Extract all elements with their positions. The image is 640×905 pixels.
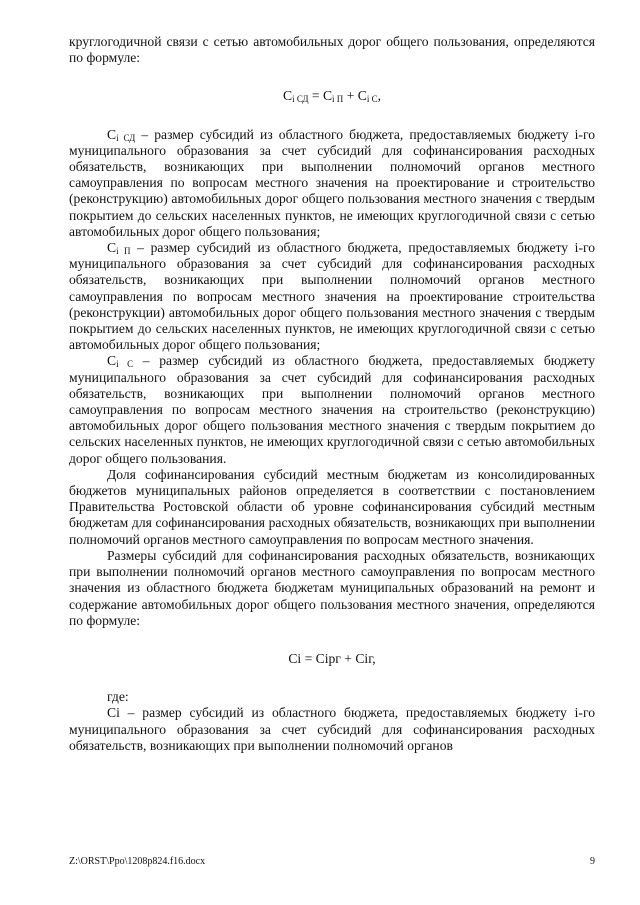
formula-subsidy-repair: Ci = Ciрг + Ciг, (288, 650, 376, 666)
definition-c-sd: $C_{i СД}$ – размер субсидий из областного бюджета, предоставляемых бюджету i-го муниципального образования за счет субсидий для софинансирования расходных обязательств, возникающих при выполнении полномочий органов местного самоуправления по вопросам местного значения на проектирование и строительство (реконструкцию) автомобильных дорог общего пользования местного значения с твердым покрытием до сельских населенных пунктов, не имеющих круглогодичной связи с сетью автомобильных дорог общего пользования; (69, 126, 595, 239)
subsidy-sizes-paragraph: Размеры субсидий для софинансирования расходных обязательств, возникающих при выполнении полномочий органов местного самоуправления по вопросам местного значения из областного бюджета бюджетам муниципальных образований на ремонт и содержание автомобильных дорог общего пользования местного значения, определяются по формуле: (69, 547, 595, 628)
where-label: где: (107, 689, 129, 705)
file-path: Z:\ORST\Ppo\1208p824.f16.docx (69, 856, 206, 867)
definition-ci: Ci – размер субсидий из областного бюджета, предоставляемых бюджету i-го муниципального образования за счет субсидий для софинансирования расходных обязательств, возникающих при выполнении полномочий органов (69, 705, 595, 753)
page-number: 9 (590, 856, 595, 867)
cofinancing-share-paragraph: Доля софинансирования субсидий местным бюджетам из консолидированных бюджетов муниципальных районов определяется в соответствии с постановлением Правительства Ростовской области об уровне софинансирования субсидий местным бюджетам для софинансирования расходных обязательств, возникающих при выполнении полномочий органов местного самоуправления по вопросам местного значения. (69, 466, 595, 547)
formula-subsidy-total: $C_{i СД} = C_{i П} + C_{i С}$, (282, 88, 381, 105)
document-body (69, 34, 595, 754)
definition-c-s: $C_{i С}$ – размер субсидий из областного бюджета, предоставляемых бюджету муниципального образования за счет субсидий для софинансирования расходных обязательств, возникающих при выполнении полномочий органов местного самоуправления по вопросам местного значения на строительство (реконструкцию) автомобильных дорог общего пользования местного значения с твердым покрытием до сельских населенных пунктов, не имеющих круглогодичной связи с сетью автомобильных дорог общего пользования. (69, 353, 595, 466)
definition-c-p: $C_{i П}$ – размер субсидий из областного бюджета, предоставляемых бюджету i-го муниципального образования за счет субсидий для софинансирования расходных обязательств, возникающих при выполнении полномочий органов местного самоуправления по вопросам местного значения на проектирование строительства (реконструкции) автомобильных дорог общего пользования местного значения с твердым покрытием до сельских населенных пунктов, не имеющих круглогодичной связи с сетью автомобильных дорог общего пользования; (69, 240, 596, 353)
intro-paragraph: круглогодичной связи с сетью автомобильных дорог общего пользования, определяются по формуле: (69, 34, 595, 66)
